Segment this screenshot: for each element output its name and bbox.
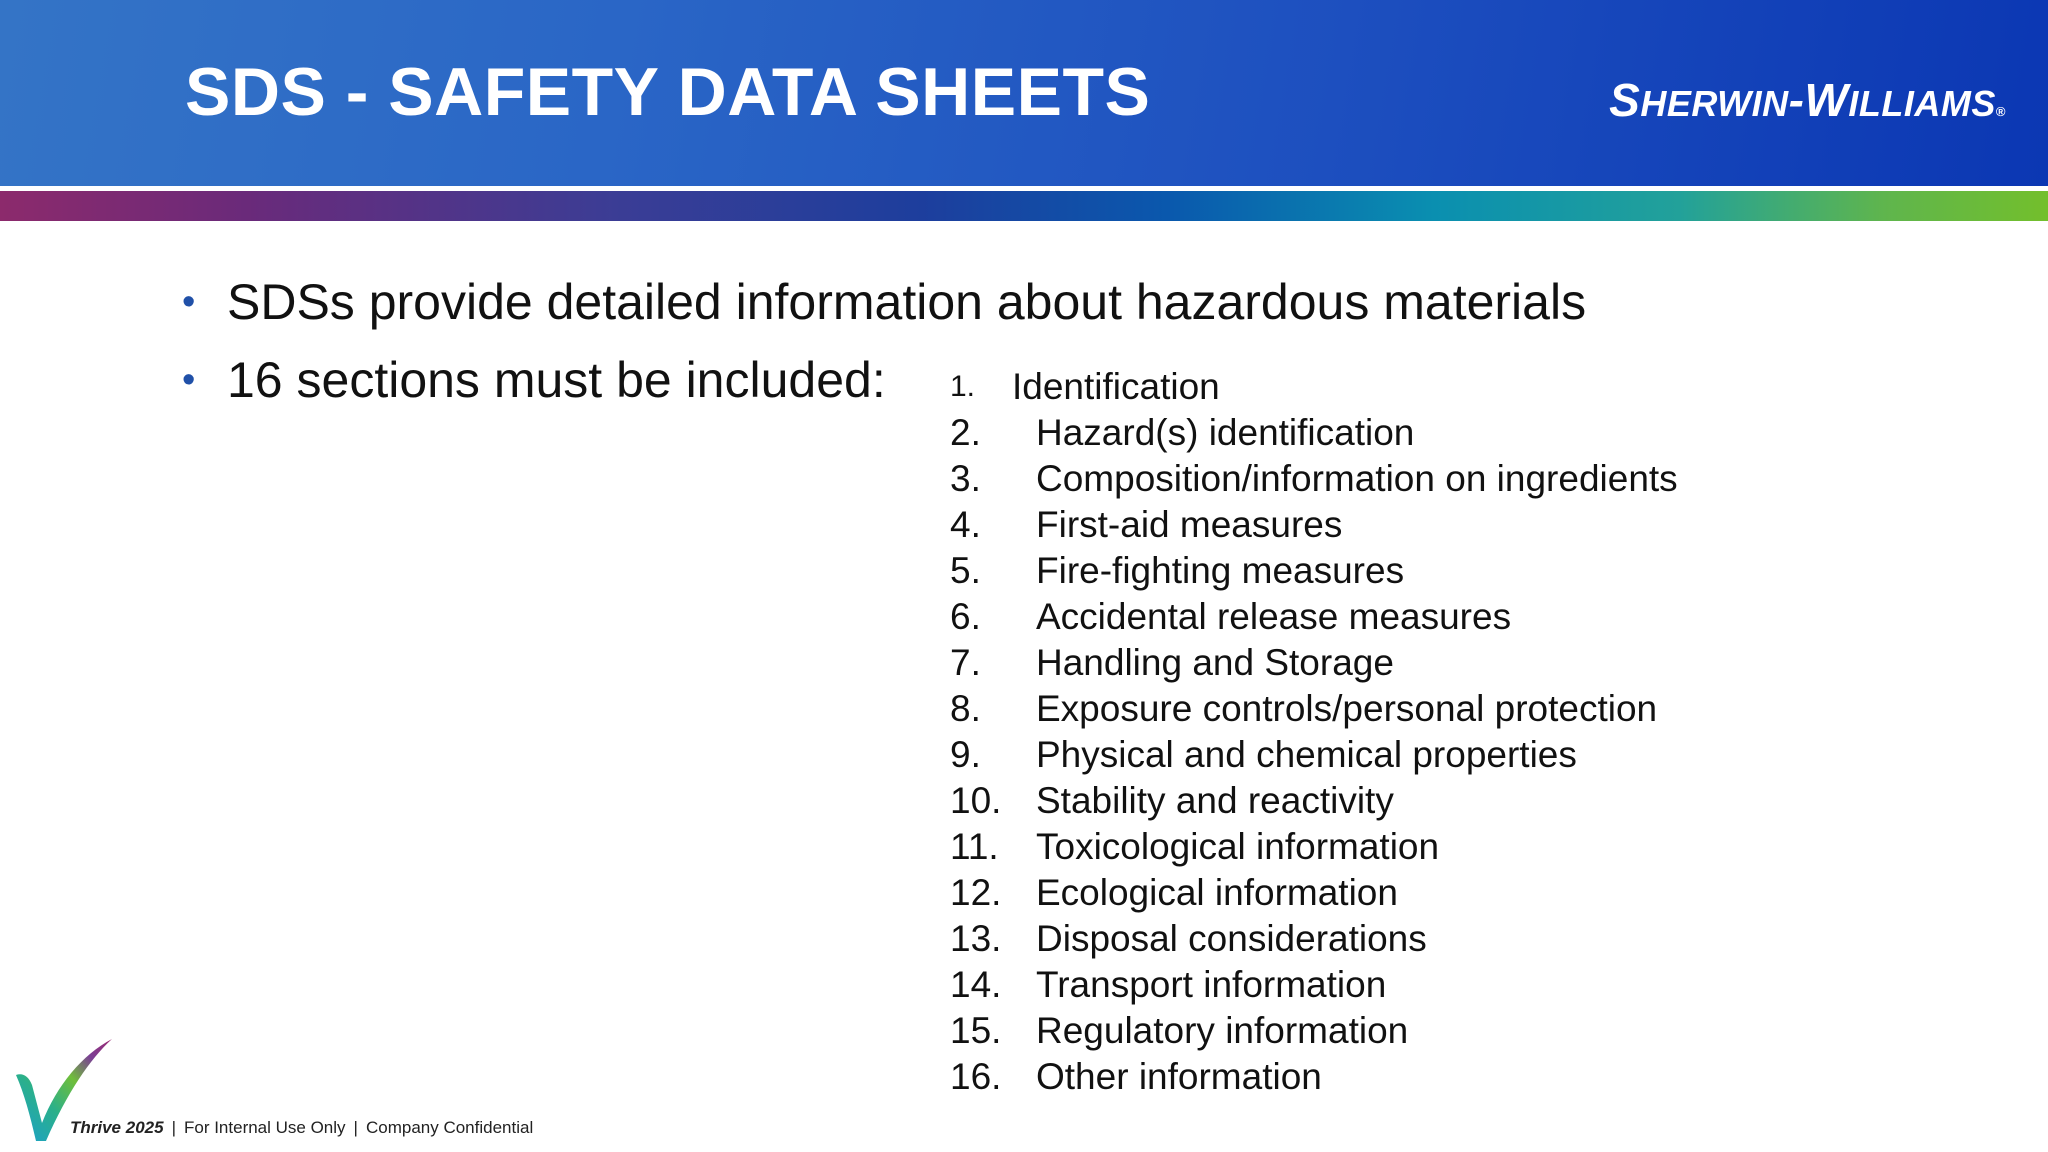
section-label: Hazard(s) identification — [1036, 412, 1415, 453]
section-number: 9. — [950, 734, 981, 775]
section-label: Exposure controls/personal protection — [1036, 688, 1658, 729]
gradient-accent-bar — [0, 191, 2048, 221]
section-label: Accidental release measures — [1036, 596, 1512, 637]
section-number: 12. — [950, 872, 1002, 913]
section-label: Ecological information — [1036, 872, 1398, 913]
section-label: Fire-fighting measures — [1036, 550, 1405, 591]
section-number: 6. — [950, 596, 981, 637]
logo-text-illiams: ILLIAMS — [1848, 83, 1996, 124]
bullet-item — [182, 272, 1586, 332]
header-banner — [0, 0, 2048, 186]
section-label: Regulatory information — [1036, 1010, 1409, 1051]
footer-separator: | — [171, 1118, 176, 1137]
section-number: 3. — [950, 458, 981, 499]
page-title: SDS - SAFETY DATA SHEETS — [185, 54, 1151, 130]
section-number: 13. — [950, 918, 1002, 959]
registered-mark: ® — [1995, 104, 2006, 119]
section-number: 8. — [950, 688, 981, 729]
section-number: 15. — [950, 1010, 1002, 1051]
bullet-text: 16 sections must be included: — [227, 352, 886, 408]
sherwin-williams-logo — [1609, 68, 2006, 144]
section-label: Identification — [1012, 366, 1220, 407]
section-number: 11. — [950, 826, 999, 867]
section-label: Transport information — [1036, 964, 1387, 1005]
bullet-dot-icon: • — [182, 359, 196, 401]
bullet-item — [182, 350, 886, 410]
section-number: 14. — [950, 964, 1002, 1005]
section-label: Other information — [1036, 1056, 1322, 1097]
section-label: Handling and Storage — [1036, 642, 1394, 683]
section-number: 10. — [950, 780, 1002, 821]
section-label: Stability and reactivity — [1036, 780, 1394, 821]
section-number: 16. — [950, 1056, 1002, 1097]
footer-internal-use: For Internal Use Only — [183, 1118, 346, 1137]
footer-separator: | — [353, 1118, 358, 1137]
section-number: 4. — [950, 504, 981, 545]
section-number: 1. — [950, 370, 976, 403]
section-label: Composition/information on ingredients — [1036, 458, 1678, 499]
logo-dash: - — [1788, 74, 1805, 126]
bullet-text: SDSs provide detailed information about hazardous materials — [227, 274, 1587, 330]
logo-letter-w: W — [1804, 74, 1849, 126]
footer-brand: Thrive 2025 — [70, 1118, 164, 1137]
section-label: Disposal considerations — [1036, 918, 1427, 959]
section-number: 5. — [950, 550, 981, 591]
logo-letter-s: S — [1609, 74, 1641, 126]
section-label: Toxicological information — [1036, 826, 1440, 867]
section-number: 2. — [950, 412, 981, 453]
logo-text-herwin: HERWIN — [1640, 83, 1789, 124]
section-label: Physical and chemical properties — [1036, 734, 1577, 775]
bullet-dot-icon: • — [182, 281, 196, 323]
footer — [70, 1118, 533, 1138]
section-label: First-aid measures — [1036, 504, 1343, 545]
footer-confidential: Company Confidential — [365, 1118, 534, 1137]
section-number: 7. — [950, 642, 981, 683]
